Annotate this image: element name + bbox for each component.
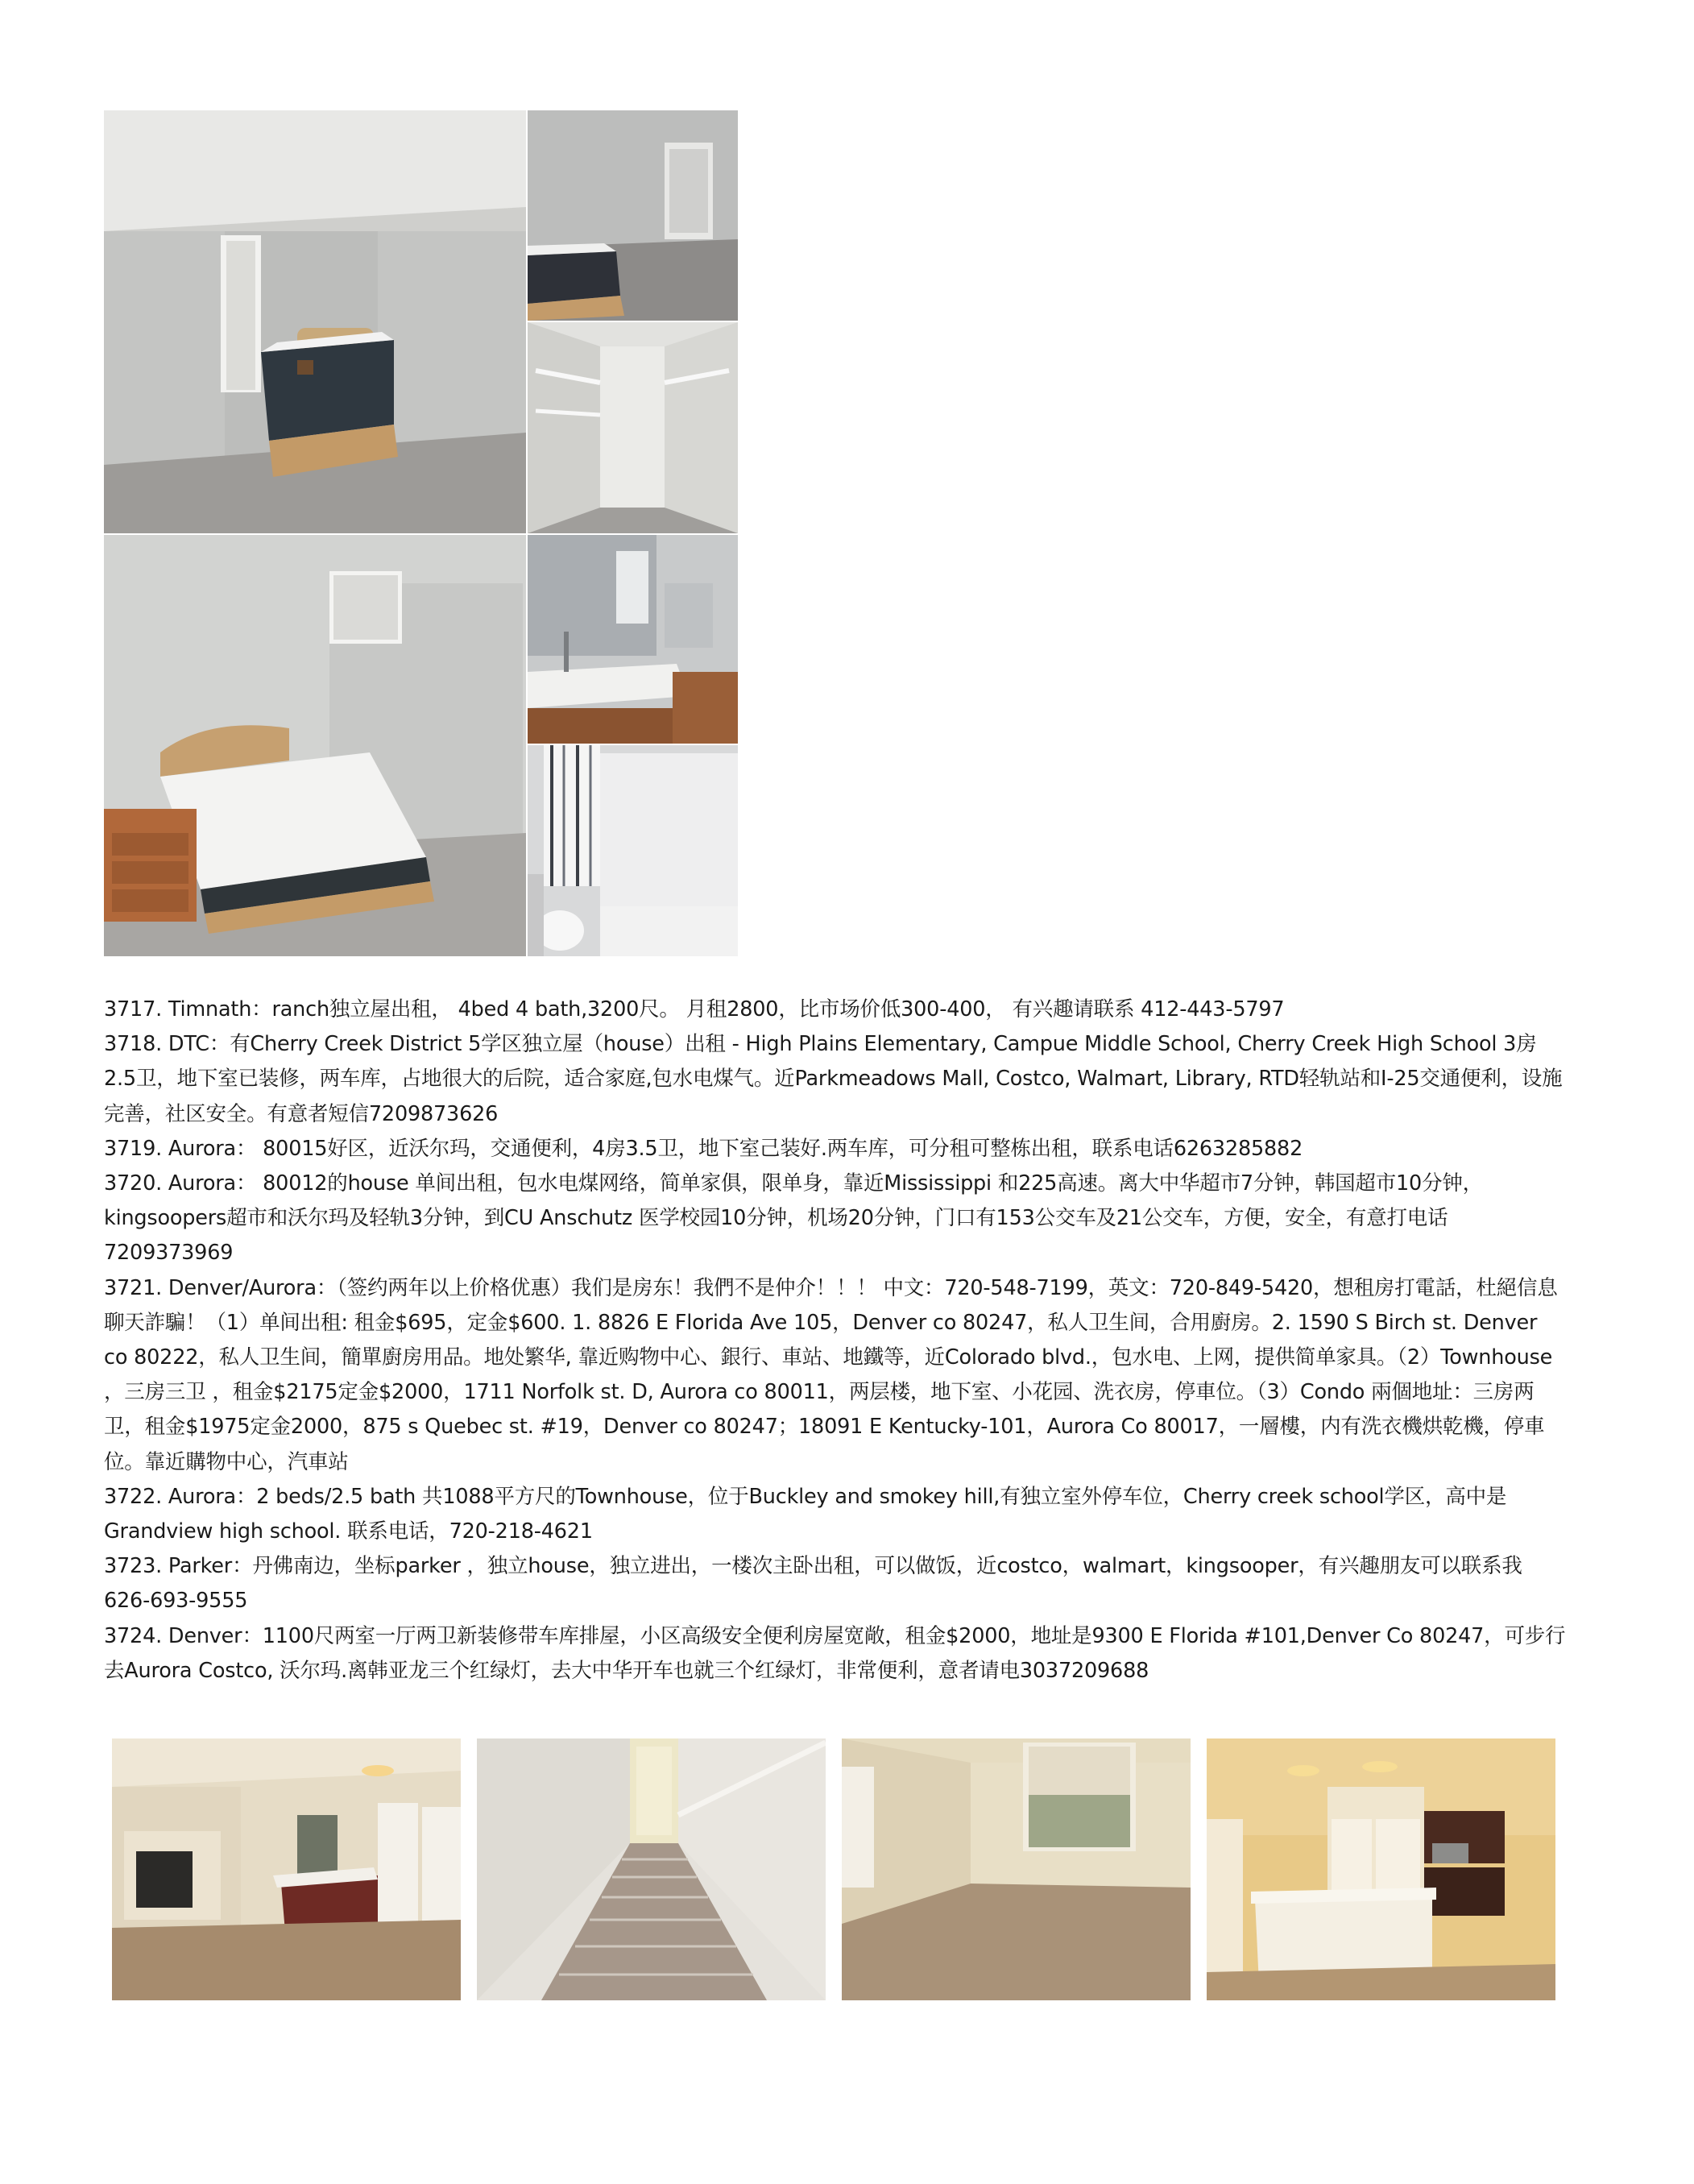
photo-bathroom-shower [528, 745, 738, 956]
listing-3720: 3720. Aurora： 80012的house 单间出租，包水电煤网络，简单家俱，限单身，靠近Mississippi 和225高速。离大中华超市7分钟，韩国超市10分钟，kingsoopers超市和沃尔玛及轻轨3分钟，到CU Anschutz 医学校园10分钟，机场20分钟，门口有153公交车及21公交车，方便，安全，有意打电话7209373969 [104, 1171, 1483, 1266]
photo-bedroom-with-nightstand [104, 535, 526, 956]
photo-bedroom-window-corner [528, 110, 738, 321]
photo-staircase [477, 1738, 826, 2000]
listing-3724: 3724. Denver：1100尺两室一厅两卫新装修带车库排屋，小区高级安全便利房屋宽敞，租金$2000，地址是9300 E Florida #101,Denver Co 80247，可步行去Aurora Costco, 沃尔玛.离韩亚龙三个红绿灯，去大中华开车也就三个红绿灯，非常便利，意者请电3037209688 [104, 1623, 1566, 1683]
listings-text-block [104, 993, 1566, 1689]
listing-3723: 3723. Parker：丹佛南边，坐标parker ，独立house，独立进出，一楼次主卧出租，可以做饭，近costco，walmart，kingsooper，有兴趣朋友可以联系我626-693-9555 [104, 1554, 1522, 1614]
photo-bathroom-sink [528, 535, 738, 744]
photo-walk-in-closet [528, 322, 738, 533]
photo-basement-bedroom-main [104, 110, 526, 533]
listing-3718: 3718. DTC：有Cherry Creek District 5学区独立屋（house）出租 - High Plains Elementary, Campue Middle School, Cherry Creek High School 3房2.5卫，地下室已装修，两车库，占地很大的后院，适合家庭,包水电煤气。近Parkmeadows Mall, Costco, Walmart, Library, RTD轻轨站和I-25交通便利，设施完善，社区安全。有意者短信7209873626 [104, 1032, 1563, 1126]
photo-living-room-kitchen [112, 1738, 461, 2000]
listing-3722: 3722. Aurora：2 beds/2.5 bath 共1088平方尺的Townhouse，位于Buckley and smokey hill,有独立室外停车位，Cherry creek school学区，高中是Grandview high school. 联系电话，720-218-4621 [104, 1484, 1507, 1544]
listing-3717: 3717. Timnath：ranch独立屋出租， 4bed 4 bath,3200尺。 月租2800，比市场价低300-400， 有兴趣请联系 412-443-5797 [104, 997, 1285, 1022]
photo-empty-bedroom [842, 1738, 1191, 2000]
photo-kitchen [1207, 1738, 1555, 2000]
listing-3721: 3721. Denver/Aurora：（签约两年以上价格优惠）我们是房东！我們不是仲介！！！ 中文：720-548-7199，英文：720-849-5420，想租房打電話，杜絕信息聊天詐騙！（1）单间出租: 租金$695，定金$600. 1. 8826 E Florida Ave 105，Denver co 80247，私人卫生间，合用廚房。2. 1590 S Birch st. Denver co 80222，私人卫生间，簡單廚房用品。地处繁华, 靠近购物中心、銀行、車站、地鐵等，近Colorado blvd.，包水电、上网，提供简单家具。（2）Townhouse ，三房三卫 ，租金$2175定金$2000，1711 Norfolk st. D, Aurora co 80011，两层楼，地下室、小花园、洗衣房，停車位。（3）Condo 兩個地址：三房两卫，租金$1975定金2000，875 s Quebec st. #19，Denver co 80247；18091 E Kentucky-101，Aurora Co 80017，一層樓，内有洗衣機烘乾機，停車位。靠近購物中心，汽車站 [104, 1275, 1558, 1474]
listing-3719: 3719. Aurora： 80015好区，近沃尔玛，交通便利，4房3.5卫，地下室己装好.两车库，可分租可整栋出租，联系电话6263285882 [104, 1136, 1303, 1161]
